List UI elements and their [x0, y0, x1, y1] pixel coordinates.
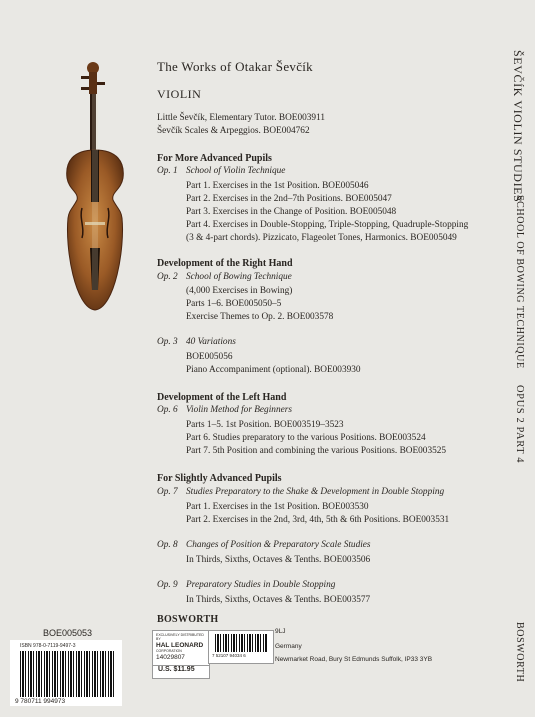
- op-title: 40 Variations: [186, 337, 236, 347]
- op-title: School of Violin Technique: [186, 166, 286, 176]
- op-title: School of Bowing Technique: [186, 272, 292, 282]
- violin-image: [55, 58, 135, 320]
- publisher-name: BOSWORTH: [157, 614, 219, 625]
- section-label: VIOLIN: [157, 87, 202, 101]
- group-heading: Development of the Left Hand: [157, 392, 287, 403]
- catalog-number: BOE005053: [43, 628, 93, 638]
- op-line: Exercise Themes to Op. 2. BOE003578: [186, 312, 334, 322]
- upc-sticker: [208, 630, 274, 664]
- op-line: Part 2. Exercises in the 2nd–7th Positions. BOE005047: [186, 194, 392, 204]
- op-number: Op. 6: [157, 405, 178, 415]
- op-line: Part 3. Exercises in the Change of Position. BOE005048: [186, 207, 397, 217]
- spine: [505, 50, 529, 683]
- op-title: Violin Method for Beginners: [186, 405, 292, 415]
- op-line: Part 1. Exercises in the 1st Position. BOE005046: [186, 181, 369, 191]
- price-text: U.S. $11.95: [158, 666, 195, 673]
- op-line: Parts 1–6. BOE005050–5: [186, 299, 282, 309]
- upc-barcode-icon: [215, 634, 267, 652]
- price-label: [152, 665, 210, 679]
- title-prefix: The Works of Otakar: [157, 59, 276, 74]
- group-heading: Development of the Right Hand: [157, 258, 293, 269]
- barcode-icon: [20, 651, 115, 697]
- op-line: In Thirds, Sixths, Octaves & Tenths. BOE003506: [186, 555, 371, 565]
- sticker-corp: CORPORATION: [156, 649, 182, 653]
- op-line: Part 1. Exercises in the 1st Position. BOE003530: [186, 502, 369, 512]
- sticker-code: 14029807: [156, 654, 185, 661]
- op-title: Changes of Position & Preparatory Scale Studies: [186, 540, 371, 550]
- op-line: Piano Accompaniment (optional). BOE003930: [186, 365, 361, 375]
- op-title: Studies Preparatory to the Shake & Development in Double Stopping: [186, 487, 445, 497]
- op-line: Parts 1–5. 1st Position. BOE003519–3523: [186, 420, 344, 430]
- op-line: Part 4. Exercises in Double-Stopping, Triple-Stopping, Quadruple-Stopping: [186, 220, 469, 230]
- op-line: Part 6. Studies preparatory to the various Positions. BOE003524: [186, 433, 426, 443]
- op-line: Part 2. Exercises in the 2nd, 3rd, 4th, 5th & 6th Positions. BOE003531: [186, 515, 450, 525]
- price-sticker: [152, 630, 210, 668]
- op-line: In Thirds, Sixths, Octaves & Tenths. BOE003577: [186, 595, 371, 605]
- sticker-brand: HAL LEONARD: [156, 642, 204, 649]
- op-number: Op. 8: [157, 540, 178, 550]
- op-number: Op. 3: [157, 337, 178, 347]
- op-number: Op. 7: [157, 487, 178, 497]
- spine-publisher: BOSWORTH: [514, 622, 525, 683]
- op-line: (4,000 Exercises in Bowing): [186, 286, 293, 296]
- op-number: Op. 1: [157, 166, 178, 176]
- title-name: Ševčík: [275, 59, 313, 74]
- spine-subtitle: SCHOOL OF BOWING TECHNIQUE: [514, 195, 525, 369]
- op-number: Op. 2: [157, 272, 178, 282]
- op-line: BOE005056: [186, 352, 233, 362]
- intro-line: Little Ševčík, Elementary Tutor. BOE003911: [157, 113, 326, 123]
- upc-digits: 7 52107 94034 6: [212, 653, 246, 658]
- barcode-digits: 9 780711 994973: [15, 698, 66, 705]
- spine-opus: OPUS 2 PART 4: [514, 385, 525, 464]
- page-title: [157, 59, 313, 75]
- group-heading: For More Advanced Pupils: [157, 153, 272, 164]
- isbn-barcode-box: [10, 640, 122, 706]
- op-number: Op. 9: [157, 580, 178, 590]
- address-line: Germany: [275, 643, 302, 650]
- isbn-text: ISBN 978-0-7119-9497-3: [20, 643, 76, 649]
- intro-line: Ševčík Scales & Arpeggios. BOE004762: [157, 126, 310, 136]
- group-heading: For Slightly Advanced Pupils: [157, 473, 282, 484]
- op-title: Preparatory Studies in Double Stopping: [186, 580, 336, 590]
- op-line: Part 7. 5th Position and combining the various Positions. BOE003525: [186, 446, 447, 456]
- address-line: Newmarket Road, Bury St Edmunds Suffolk, IP33 3YB: [275, 656, 433, 663]
- address-line: 9LJ: [275, 628, 286, 635]
- sticker-distributor: EXCLUSIVELY DISTRIBUTED BY: [156, 633, 204, 641]
- op-line: (3 & 4-part chords). Pizzicato, Flageolet Tones, Harmonics. BOE005049: [186, 233, 457, 243]
- spine-title: ŠEVČÍK VIOLIN STUDIES: [511, 50, 525, 203]
